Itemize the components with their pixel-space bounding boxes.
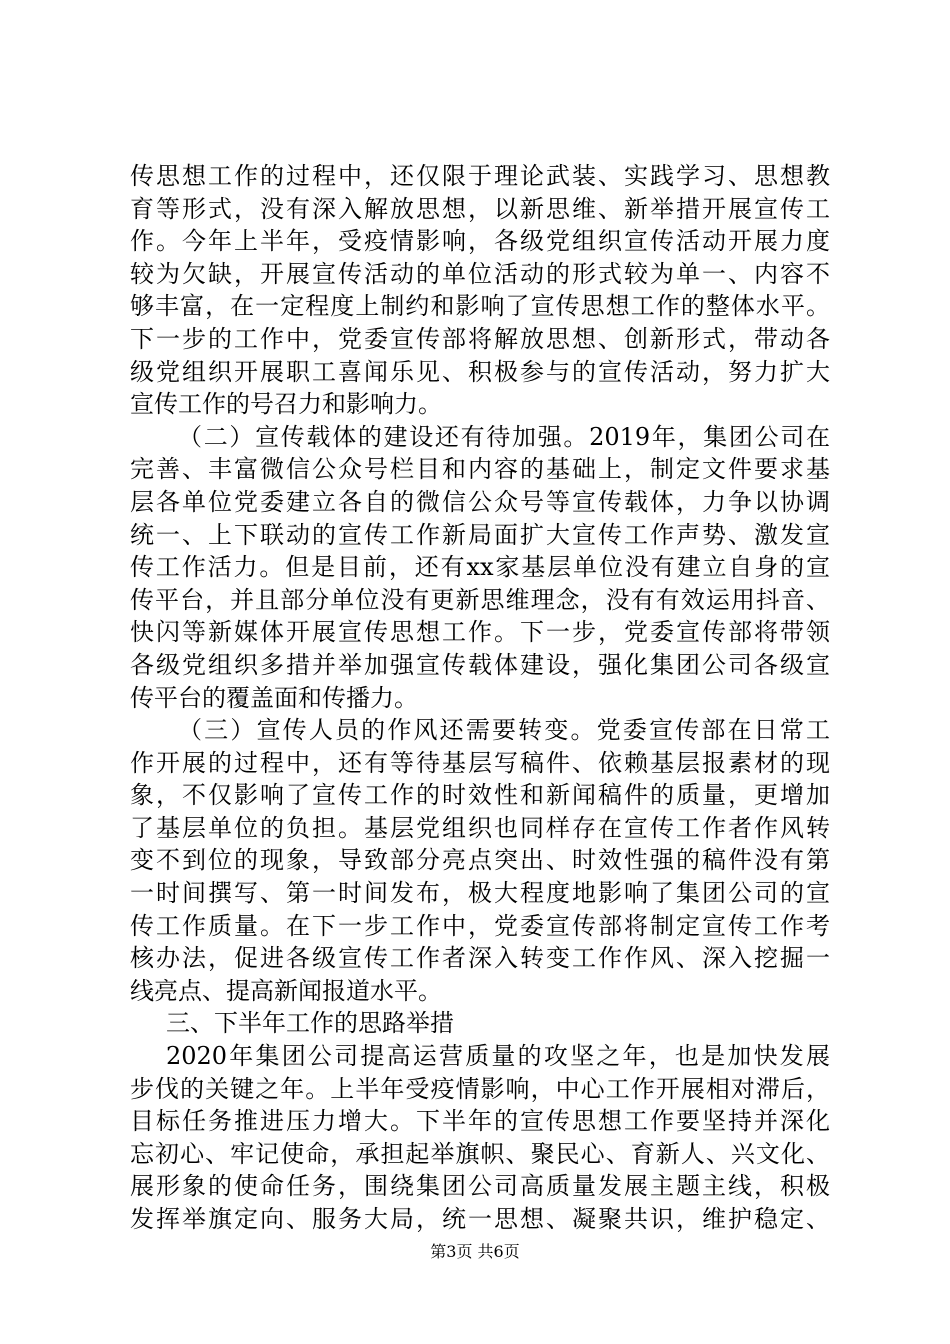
- text-line: 级党组织开展职工喜闻乐见、积极参与的宣传活动，努力扩大: [130, 357, 830, 386]
- text-line: 忘初心、牢记使命，承担起举旗帜、聚民心、育新人、兴文化、: [130, 1139, 830, 1168]
- text-line: 作。今年上半年，受疫情影响，各级党组织宣传活动开展力度: [130, 227, 830, 256]
- text-line: 作开展的过程中，还有等待基层写稿件、依赖基层报素材的现: [130, 748, 830, 777]
- text-line: 线亮点、提高新闻报道水平。: [130, 976, 442, 1005]
- text-line: 一时间撰写、第一时间发布，极大程度地影响了集团公司的宣: [130, 879, 830, 908]
- text-line: 2020年集团公司提高运营质量的攻坚之年，也是加快发展: [166, 1042, 830, 1071]
- page-footer: 第3页 共6页: [430, 1242, 520, 1261]
- text-line: （三）宣传人员的作风还需要转变。党委宣传部在日常工: [178, 716, 830, 745]
- text-line: 步伐的关键之年。上半年受疫情影响，中心工作开展相对滞后，: [130, 1074, 830, 1103]
- text-line: 快闪等新媒体开展宣传思想工作。下一步，党委宣传部将带领: [130, 618, 830, 647]
- text-line: 传平台，并且部分单位没有更新思维理念，没有有效运用抖音、: [130, 585, 830, 614]
- text-line: 象，不仅影响了宣传工作的时效性和新闻稿件的质量，更增加: [130, 781, 830, 810]
- text-line: 较为欠缺，开展宣传活动的单位活动的形式较为单一、内容不: [130, 259, 830, 288]
- text-line: 完善、丰富微信公众号栏目和内容的基础上，制定文件要求基: [130, 455, 830, 484]
- text-line: 展形象的使命任务，围绕集团公司高质量发展主题主线，积极: [130, 1172, 830, 1201]
- text-line: 传思想工作的过程中，还仅限于理论武装、实践学习、思想教: [130, 162, 830, 190]
- text-line: 发挥举旗定向、服务大局，统一思想、凝聚共识，维护稳定、: [130, 1205, 830, 1233]
- text-line: 三、下半年工作的思路举措: [166, 1009, 454, 1038]
- text-line: 育等形式，没有深入解放思想，以新思维、新举措开展宣传工: [130, 194, 830, 223]
- body-text: [130, 160, 830, 1236]
- text-line: 够丰富，在一定程度上制约和影响了宣传思想工作的整体水平。: [130, 292, 830, 321]
- text-line: 层各单位党委建立各自的微信公众号等宣传载体，力争以协调: [130, 487, 830, 516]
- text-line: 变不到位的现象，导致部分亮点突出、时效性强的稿件没有第: [130, 846, 830, 875]
- text-line: （二）宣传载体的建设还有待加强。2019年，集团公司在: [178, 422, 830, 451]
- text-line: 宣传工作的号召力和影响力。: [130, 390, 442, 419]
- text-line: 下一步的工作中，党委宣传部将解放思想、创新形式，带动各: [130, 324, 830, 353]
- text-line: 核办法，促进各级宣传工作者深入转变工作作风、深入挖掘一: [130, 944, 830, 973]
- text-line: 传工作质量。在下一步工作中，党委宣传部将制定宣传工作考: [130, 911, 830, 940]
- text-line: 统一、上下联动的宣传工作新局面扩大宣传工作声势、激发宣: [130, 520, 830, 549]
- text-line: 传平台的覆盖面和传播力。: [130, 683, 418, 712]
- text-line: 目标任务推进压力增大。下半年的宣传思想工作要坚持并深化: [130, 1107, 830, 1136]
- text-line: 各级党组织多措并举加强宣传载体建设，强化集团公司各级宣: [130, 650, 830, 679]
- text-line: 了基层单位的负担。基层党组织也同样存在宣传工作者作风转: [130, 813, 830, 842]
- text-line: 传工作活力。但是目前，还有xx家基层单位没有建立自身的宣: [130, 553, 830, 582]
